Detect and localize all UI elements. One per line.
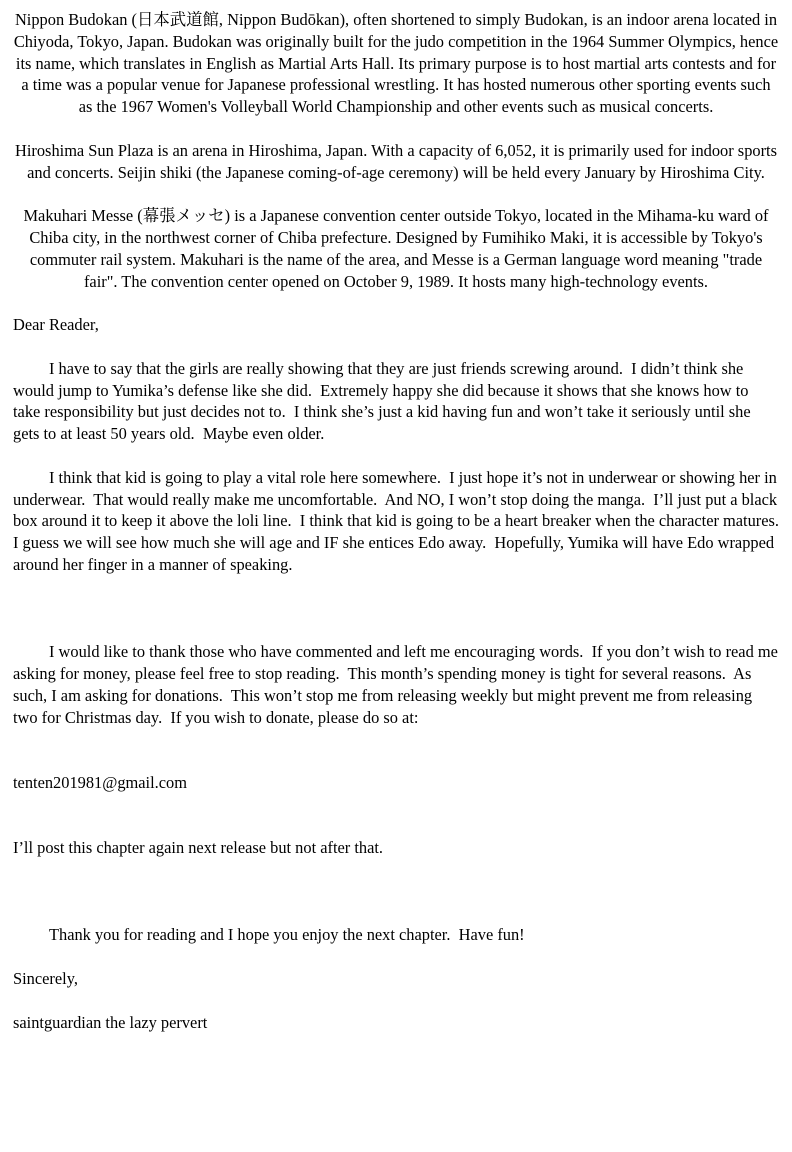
letter-paragraph-2: I think that kid is going to play a vital role here somewhere. I just hope it’s not in underwear or showing her in underwear. That would really make me uncomfortable. And NO, I won’t stop doing the manga. I’ll just put a black box around it to keep it above the loli line. I think that kid is going to be a heart breaker when the character matures. I guess we will see how much she will age and IF she entices Edo away. Hopefully, Yumika will have Edo wrapped around her finger in a manner of speaking.	[13, 467, 788, 574]
letter-paragraph-1: I have to say that the girls are really showing that they are just friends screwing around. I didn’t think she would jump to Yumika’s defense like she did. Extremely happy she did because it shows that she knows how to take responsibility but just decides not to. I think she’s just a kid having fun and won’t take it seriously until she gets to at least 50 years old. Maybe even older.	[13, 358, 755, 444]
info-paragraph-nippon-budokan: Nippon Budokan (日本武道館, Nippon Budōkan), often shortened to simply Budokan, is an indoor arena located in Chiyoda, Tokyo, Japan. Budokan was originally built for the judo competition in the 1964 Summer Olympics, hence its name, which translates in English as Martial Arts Hall. Its primary purpose is to host martial arts contests and for a time was a popular venue for Japanese professional wrestling. It has hosted numerous other sporting events such as the 1967 Women's Volleyball World Championship and other events such as musical concerts.	[13, 10, 783, 117]
info-paragraph-hiroshima-sun-plaza: Hiroshima Sun Plaza is an arena in Hiroshima, Japan. With a capacity of 6,052, it is primarily used for indoor sports and concerts. Seijin shiki (the Japanese coming-of-age ceremony) will be held every January by Hiroshima City.	[15, 140, 782, 182]
post-email-note: I’ll post this chapter again next release but not after that.	[13, 838, 384, 858]
letter-paragraph-3-text: I would like to thank those who have commented and left me encouraging words. If you don’t wish to read me asking for money, please feel free to stop reading. This month’s spending money is tight for several reasons. As such, I am asking for donations. This won’t stop me from releasing weekly but might prevent me from releasing two for Christmas day. If you wish to donate, please do so at:	[13, 642, 783, 727]
letter-signature: saintguardian the lazy pervert	[13, 1012, 208, 1032]
letter-paragraph-3	[13, 598, 783, 903]
donation-email: tenten201981@gmail.com	[13, 772, 187, 792]
letter-salutation: Dear Reader,	[13, 315, 99, 335]
letter-signoff: Sincerely,	[13, 969, 78, 989]
letter-closing-paragraph: Thank you for reading and I hope you enjoy the next chapter. Have fun!	[49, 925, 525, 945]
info-paragraph-makuhari-messe: Makuhari Messe (幕張メッセ) is a Japanese convention center outside Tokyo, located in the Mihama-ku ward of Chiba city, in the northwest corner of Chiba prefecture. Designed by Fumihiko Maki, it is accessible by Tokyo's commuter rail system. Makuhari is the name of the area, and Messe is a German language word meaning "trade fair". The convention center opened on October 9, 1989. It hosts many high-technology events.	[23, 206, 773, 291]
